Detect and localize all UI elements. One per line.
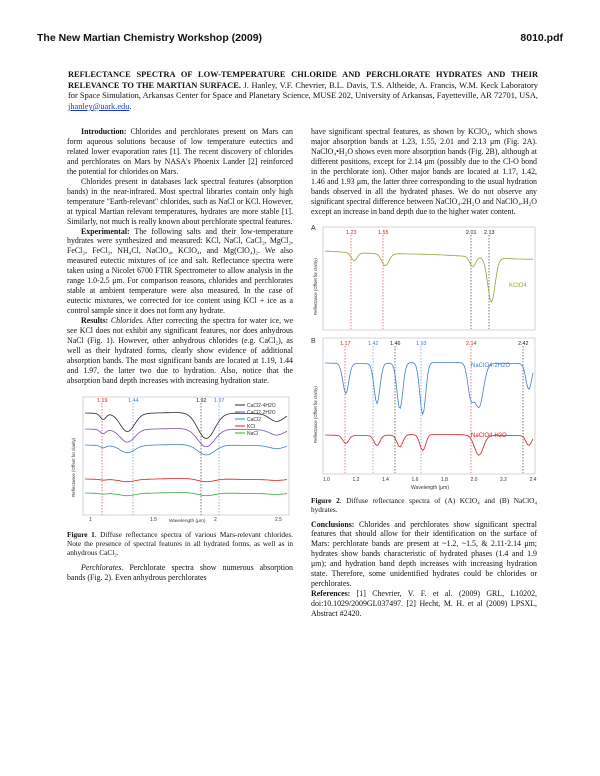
left-column <box>67 127 293 583</box>
fig2b-band-label: 1.42 <box>368 340 379 347</box>
perchlorate-continuation: have significant spectral features, as shown by KClO₄, which shows major absorption bands at 1.23, 1.55, 2.01 and 2.13 μm (Fig. 2A). NaClO₄•H₂O shows even more absorption bands (Fig. 2B), although at different positions, except for 2.14 μm (possibly due to the Cl-O bond in the perchlorate ion). Other major bands are located at 1.17, 1.42, 1.46 and 1.93 μm, the latter three corresponding to the usual hydration bands observed in all the hydrated phases. We do not observe any significant spectral difference between NaClO₄.2H₂O and NaClO₄.H₂O except an increase in band depth due to the higher water content. <box>311 127 537 216</box>
figure-1-plot <box>67 389 293 525</box>
fig1-legend-label: CaCl2·2H2O <box>247 409 276 416</box>
right-column <box>311 127 537 619</box>
fig1-legend-label: CaCl2·4H2O <box>247 402 276 409</box>
figure-2 <box>311 221 537 514</box>
fig1-spectrum-5 <box>85 492 287 495</box>
author-email-link[interactable]: jhanley@uark.edu <box>68 101 130 111</box>
fig1-band-label: 1.44 <box>128 397 139 404</box>
fig2-b-series-label-2: NaClO4·H2O <box>471 432 507 439</box>
fig2a-band-label: 2.01 <box>466 229 477 236</box>
fig2-tick-label: 2.2 <box>500 476 507 483</box>
intro-paragraph: Introduction: Chlorides and perchlorates present on Mars can form aqueous solutions because of low temperature eutectics and related lower evaporation rates [1]. The recent discovery of chlorides and perchlorates on Mars by NASA's Phoenix Lander [2] reinforced the potential for chlorides on Mars. <box>67 127 293 176</box>
experimental-heading: Experimental: <box>81 226 135 236</box>
fig2a-band-label: 1.23 <box>346 229 357 236</box>
intro-heading: Introduction: <box>81 127 131 136</box>
fig1-tick-1: 1 <box>89 516 92 523</box>
fig2-tick-label: 1.2 <box>352 476 360 483</box>
results-heading: Results: <box>81 316 111 326</box>
fig1-legend-label: NaCl <box>247 430 259 437</box>
running-header-file: 8010.pdf <box>520 32 563 44</box>
fig2b-dihydrate-spectrum <box>325 362 533 414</box>
fig2a-band-label: 2.13 <box>484 229 495 236</box>
fig2-tick-label: 2.0 <box>470 476 478 483</box>
fig1-band-label: 1.19 <box>97 397 108 404</box>
fig2-b-series-label-1: NaClO4·2H2O <box>471 362 511 369</box>
fig1-ylabel: Reflectance (Offset for clarity) <box>71 437 76 497</box>
figure-2-caption: Figure 2. Diffuse reflectance spectra of (A) KClO₄ and (B) NaClO₄ hydrates. <box>311 495 537 514</box>
authors: J. Hanley, V.F. Chevrier, B.L. Davis, T.S. Altheide, A. Francis, W.M. Keck Laboratory for Space Simulation, Arkansas Center for Space and Planetary Science, MUSE 202, University of Arkansas, Fayetteville, AR 72701, USA, <box>68 80 538 101</box>
fig1-band-label: 1.92 <box>196 397 207 404</box>
fig2-tick-label: 1.8 <box>441 476 448 483</box>
figure-2-plot <box>311 221 537 491</box>
fig2b-band-label: 2.42 <box>518 340 529 347</box>
title-block: REFLECTANCE SPECTRA OF LOW-TEMPERATURE CHLORIDE AND PERCHLORATE HYDRATES AND THEIR RELEVANCE TO THE MARTIAN SURFACE. J. Hanley, V.F. Chevrier, B.L. Davis, T.S. Altheide, A. Francis, W.M. Keck Laboratory for Space Simulation, Arkansas Center for Space and Planetary Science, MUSE 202, University of Arkansas, Fayetteville, AR 72701, USA, jhanley@uark.edu. <box>68 70 538 111</box>
fig2-xlabel: Wavelength (μm) <box>411 484 449 491</box>
running-header-title: The New Martian Chemistry Workshop (2009) <box>37 32 263 44</box>
fig2-tick-label: 1.0 <box>323 476 330 483</box>
fig2-tick-label: 2.4 <box>529 476 537 483</box>
fig1-tick-2: 1.5 <box>150 516 157 523</box>
fig1-spectrum-4 <box>85 478 287 481</box>
references-heading: References: <box>311 589 357 599</box>
references-paragraph: References: [1] Chevrier, V. F. et al. (2009) GRL, L10202, doi:10.1029/2009GL037497. [2] Hecht, M. H. et al (2009) LPSXL, Abstract #2420. <box>311 589 537 619</box>
fig2b-band-label: 1.93 <box>416 340 427 347</box>
fig2-tick-label: 1.6 <box>411 476 419 483</box>
fig2b-band-label: 1.17 <box>340 340 351 347</box>
figure-1 <box>67 389 293 557</box>
experimental-paragraph: Experimental: The following salts and their low-temperature hydrates were synthesized and measured: KCl, NaCl, CaCl₂, MgCl₂, FeCl₂, FeCl₃, NH₄Cl, NaClO₄, KClO₄, and Mg(ClO₄)₂. We also measured eutectic mixtures of ice and salt. Reflectance spectra were taken using a Nicolet 6700 FTIR Spectrometer to allow analysis in the range 1.0-2.5 μm. For comparison reasons, chlorides and perchlorates stable at ambient temperature were also measured. In the case of eutectic mixtures, we corrected for ice content using KCl + ice as a control sample since it does not form any hydrate. <box>67 226 294 316</box>
fig1-legend-label: CaCl2 <box>247 416 261 423</box>
fig1-xlabel: Wavelength (μm) <box>169 518 206 524</box>
paper-title: REFLECTANCE SPECTRA OF LOW-TEMPERATURE CHLORIDE AND PERCHLORATE HYDRATES AND THEIR RELEVANCE TO THE MARTIAN SURFACE. <box>68 70 538 90</box>
fig2-ylabel-a: Reflectance (Offset for clarity) <box>313 257 318 315</box>
fig2-panel-a-letter: A <box>311 224 316 232</box>
fig1-tick-3: 2 <box>214 516 217 523</box>
fig1-tick-4: 2.5 <box>275 516 282 523</box>
fig2-panel-b-letter: B <box>311 337 316 345</box>
fig2a-kclo4-spectrum <box>325 251 533 302</box>
fig2a-band-label: 1.55 <box>378 229 389 236</box>
fig1-spectrum-3 <box>85 444 287 454</box>
fig2-tick-label: 1.4 <box>382 476 389 483</box>
results-paragraph: Results: Chlorides. After correcting the spectra for water ice, we see KCl does not exhibit any significant features, nor does anhydrous NaCl (Fig. 1). However, other anhydrous chlorides (e.g. CaCl₂), as well as their hydrated forms, clearly show evidence of additional absorption bands. The most significant bands are located at 1.19, 1.44 and 1.97, the latter two due to hydration. Also, notice that the absorption band depth increases with increasing hydration state. <box>67 316 293 385</box>
conclusions-heading: Conclusions: <box>311 519 359 529</box>
fig2b-band-label: 1.46 <box>390 340 401 347</box>
conclusions-paragraph: Conclusions: Chlorides and perchlorates show significant spectral features that should allow for their identification on the surface of Mars: perchlorate bands are present at ~1.2, ~1.5, & 2.11-2.14 μm; hydrates show bands characteristic of hydrated phases (1.4 and 1.9 μm); and hydration band depth increases with increasing hydration state. Therefore, some unidentified hydrates could be chlorides or perchlorates. <box>311 519 537 589</box>
databases-paragraph: Chlorides present in databases lack spectral features (absorption bands) in the near-infrared. Most spectral libraries contain only high temperature "Earth-relevant" chlorides, such as NaCl or KCl. However, at typical Martian relevant temperatures, hydrates are more stable [1]. Similarly, not much is really known about perchlorate spectral features. <box>67 176 293 226</box>
fig2b-band-label: 2.14 <box>466 340 477 347</box>
fig1-legend-label: KCl <box>247 423 256 430</box>
figure-1-caption: Figure 1. Diffuse reflectance spectra of various Mars-relevant chlorides. Note the presence of spectral features in all hydrated forms, as well as in anhydrous CaCl₂. <box>67 529 293 557</box>
fig2-ylabel-b: Reflectance (Offset for clarity) <box>313 385 318 443</box>
perchlorates-paragraph: Perchlorates. Perchlorate spectra show numerous absorption bands (Fig. 2). Even anhydrous perchlorates <box>67 562 293 582</box>
fig2-a-series-label: KClO4 <box>509 282 527 289</box>
fig1-band-label: 1.97 <box>214 397 225 404</box>
